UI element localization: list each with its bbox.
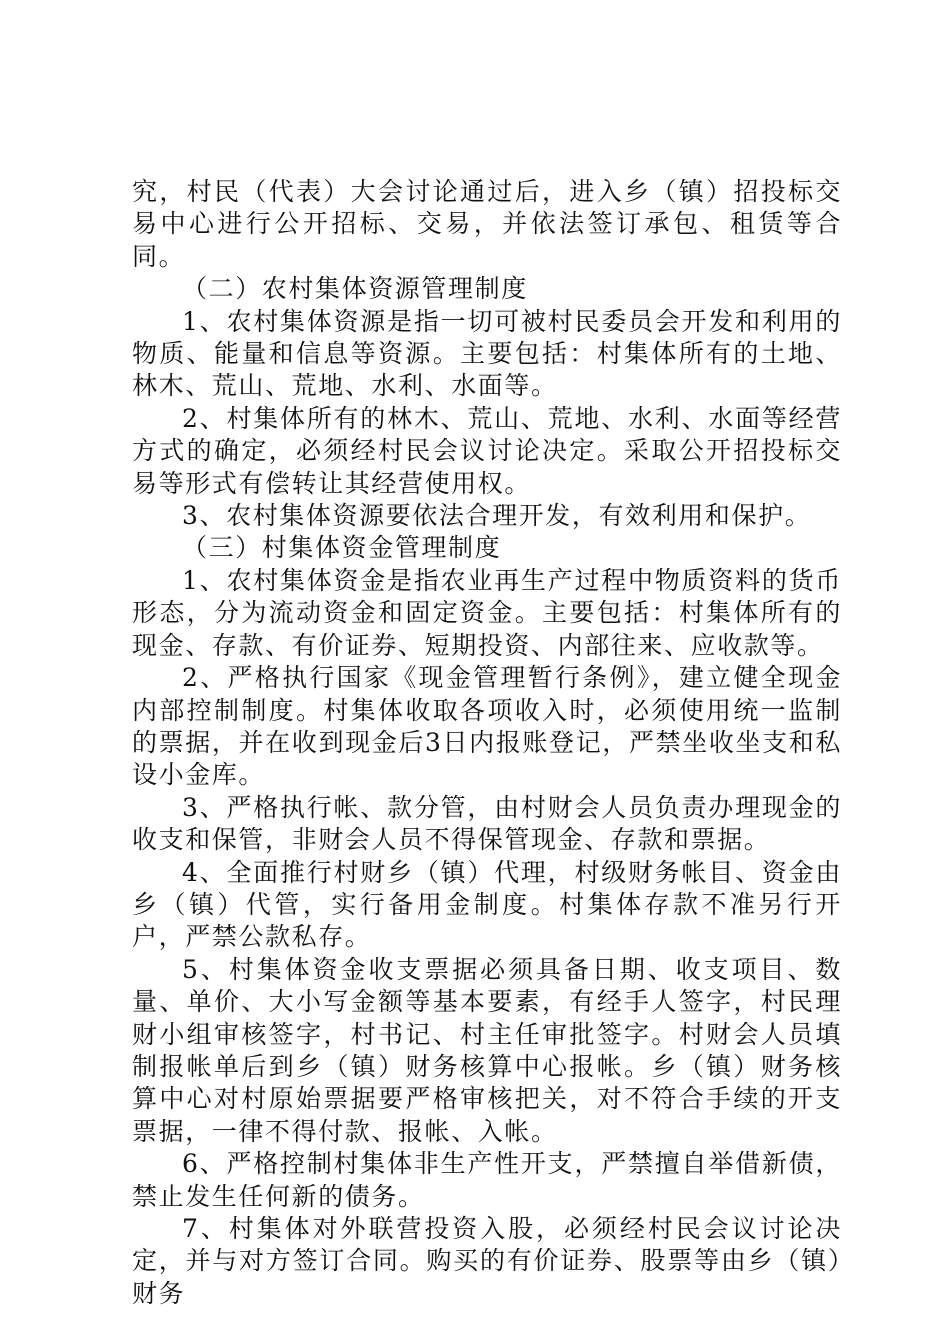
paragraph-funds-6: 6、严格控制村集体非生产性开支，严禁擅自举借新债，禁止发生任何新的债务。: [132, 1149, 842, 1211]
paragraph-funds-2: 2、严格执行国家《现金管理暂行条例》，建立健全现金内部控制制度。村集体收取各项收入时，必须使用统一监制的票据，并在收到现金后3日内报账登记，严禁坐收坐支和私设小金库。: [132, 663, 842, 790]
paragraph-resources-1: 1、农村集体资源是指一切可被村民委员会开发和利用的物质、能量和信息等资源。主要包括：村集体所有的土地、林木、荒山、荒地、水利、水面等。: [132, 306, 842, 401]
paragraph-funds-7: 7、村集体对外联营投资入股，必须经村民会议讨论决定，并与对方签订合同。购买的有价证券、股票等由乡（镇）财务: [132, 1214, 842, 1308]
paragraph-funds-5: 5、村集体资金收支票据必须具备日期、收支项目、数量、单价、大小写金额等基本要素，有经手人签字，村民理财小组审核签字，村书记、村主任审批签字。村财会人员填制报帐单后到乡（镇）财务核算中心报帐。乡（镇）财务核算中心对村原始票据要严格审核把关，对不符合手续的开支票据，一律不得付款、报帐、入帐。: [132, 954, 842, 1146]
paragraph-resources-2: 2、村集体所有的林木、荒山、荒地、水利、水面等经营方式的确定，必须经村民会议讨论决定。采取公开招投标交易等形式有偿转让其经营使用权。: [132, 403, 842, 498]
section-heading-resources: （二）农村集体资源管理制度: [182, 274, 528, 304]
paragraph-funds-3: 3、严格执行帐、款分管，由村财会人员负责办理现金的收支和保管，非财会人员不得保管现金、存款和票据。: [132, 792, 842, 855]
paragraph-continuation: 究，村民（代表）大会讨论通过后，进入乡（镇）招投标交易中心进行公开招标、交易，并依法签订承包、租赁等合同。: [132, 177, 842, 271]
section-heading-funds: （三）村集体资金管理制度: [182, 533, 502, 563]
document-body: [132, 176, 842, 1310]
paragraph-funds-1: 1、农村集体资金是指农业再生产过程中物质资料的货币形态，分为流动资金和固定资金。主要包括：村集体所有的现金、存款、有价证券、短期投资、内部往来、应收款等。: [132, 565, 842, 660]
paragraph-resources-3: 3、农村集体资源要依法合理开发，有效利用和保护。: [182, 501, 812, 531]
paragraph-funds-4: 4、全面推行村财乡（镇）代理，村级财务帐目、资金由乡（镇）代管，实行备用金制度。村集体存款不准另行开户，严禁公款私存。: [132, 857, 842, 952]
